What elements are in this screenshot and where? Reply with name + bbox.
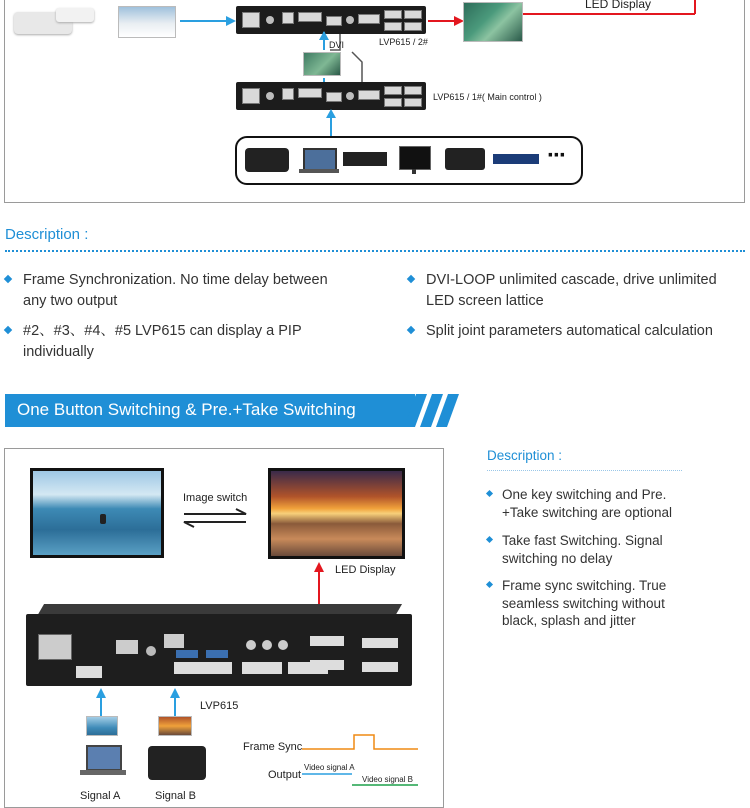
frame-sync-waveform (302, 732, 420, 754)
camcorder-icon (148, 746, 206, 780)
signal-sources-box (235, 136, 583, 185)
output-label: Output (268, 769, 302, 781)
bullet-diamond-icon (407, 326, 415, 334)
signal-a-thumbnail (86, 716, 118, 736)
description-bullet-frame-sync: Frame Synchronization. No time delay between any two output (23, 270, 383, 312)
bullet-diamond-icon (486, 536, 493, 543)
dvi-label: DVI (329, 40, 345, 50)
bullet-diamond-icon (486, 581, 493, 588)
video-camera-icon (445, 148, 485, 170)
description-bullet-dvi-loop: DVI-LOOP unlimited cascade, drive unlimited LED screen lattice (426, 270, 748, 312)
switch-arrows-icon (182, 508, 248, 528)
laptop-icon (86, 745, 122, 771)
dvi-source-thumbnail (303, 52, 341, 76)
led-display-label-bottom: LED Display (335, 564, 396, 576)
camcorder-icon (245, 148, 289, 172)
frame-sync-label: Frame Sync (243, 741, 303, 753)
sunset-screen (268, 468, 405, 559)
bullet-diamond-icon (4, 275, 12, 283)
unit2-label: LVP615 / 2# (379, 37, 428, 47)
bullet-diamond-icon (486, 490, 493, 497)
lvp615-device-image (26, 604, 412, 690)
device-label: LVP615 (200, 700, 239, 712)
description2-bullet-take-fast: Take fast Switching. Signal switching no delay (502, 532, 742, 567)
more-sources-icon: ··· (547, 142, 565, 169)
arrow-to-led-display (428, 14, 464, 28)
description2-bullet-frame-sync: Frame sync switching. True seamless switching without black, splash and jitter (502, 577, 742, 630)
surf-screen (30, 468, 164, 558)
led-display-label-top: LED Display (585, 0, 652, 11)
unit1-label: LVP615 / 1#( Main control ) (433, 92, 542, 102)
bullet-diamond-icon (4, 326, 12, 334)
description2-title: Description : (487, 448, 563, 463)
arrow-signal-a (94, 686, 108, 716)
media-box-icon (493, 154, 539, 164)
description-bullet-split-joint: Split joint parameters automatical calculation (426, 321, 748, 342)
description-title: Description : (5, 226, 89, 243)
arrow-to-unit2 (180, 15, 236, 27)
signal-b-thumbnail (158, 716, 192, 736)
media-player-image (14, 6, 94, 38)
section-banner (5, 394, 415, 427)
description-divider (5, 250, 745, 252)
signal-b-label: Signal B (155, 790, 196, 802)
description-bullet-pip: #2、#3、#4、#5 LVP615 can display a PIP individually (23, 321, 383, 363)
image-switch-label: Image switch (183, 492, 248, 504)
led-display-thumbnail (463, 2, 523, 42)
description2-divider (487, 470, 682, 471)
arrow-sources-to-unit1 (324, 108, 338, 138)
lvp615-unit-1 (236, 82, 426, 110)
section-banner-title: One Button Switching & Pre.+Take Switching (17, 400, 356, 419)
dvd-player-icon (343, 152, 387, 166)
snow-scene-thumbnail (118, 6, 176, 38)
monitor-icon (399, 146, 431, 170)
video-signal-a-label: Video signal A (304, 763, 355, 772)
signal-a-label: Signal A (80, 790, 121, 802)
description2-bullet-one-key: One key switching and Pre. +Take switching are optional (502, 486, 742, 521)
video-signal-b-label: Video signal B (362, 775, 413, 784)
arrow-signal-b (168, 686, 182, 716)
bullet-diamond-icon (407, 275, 415, 283)
